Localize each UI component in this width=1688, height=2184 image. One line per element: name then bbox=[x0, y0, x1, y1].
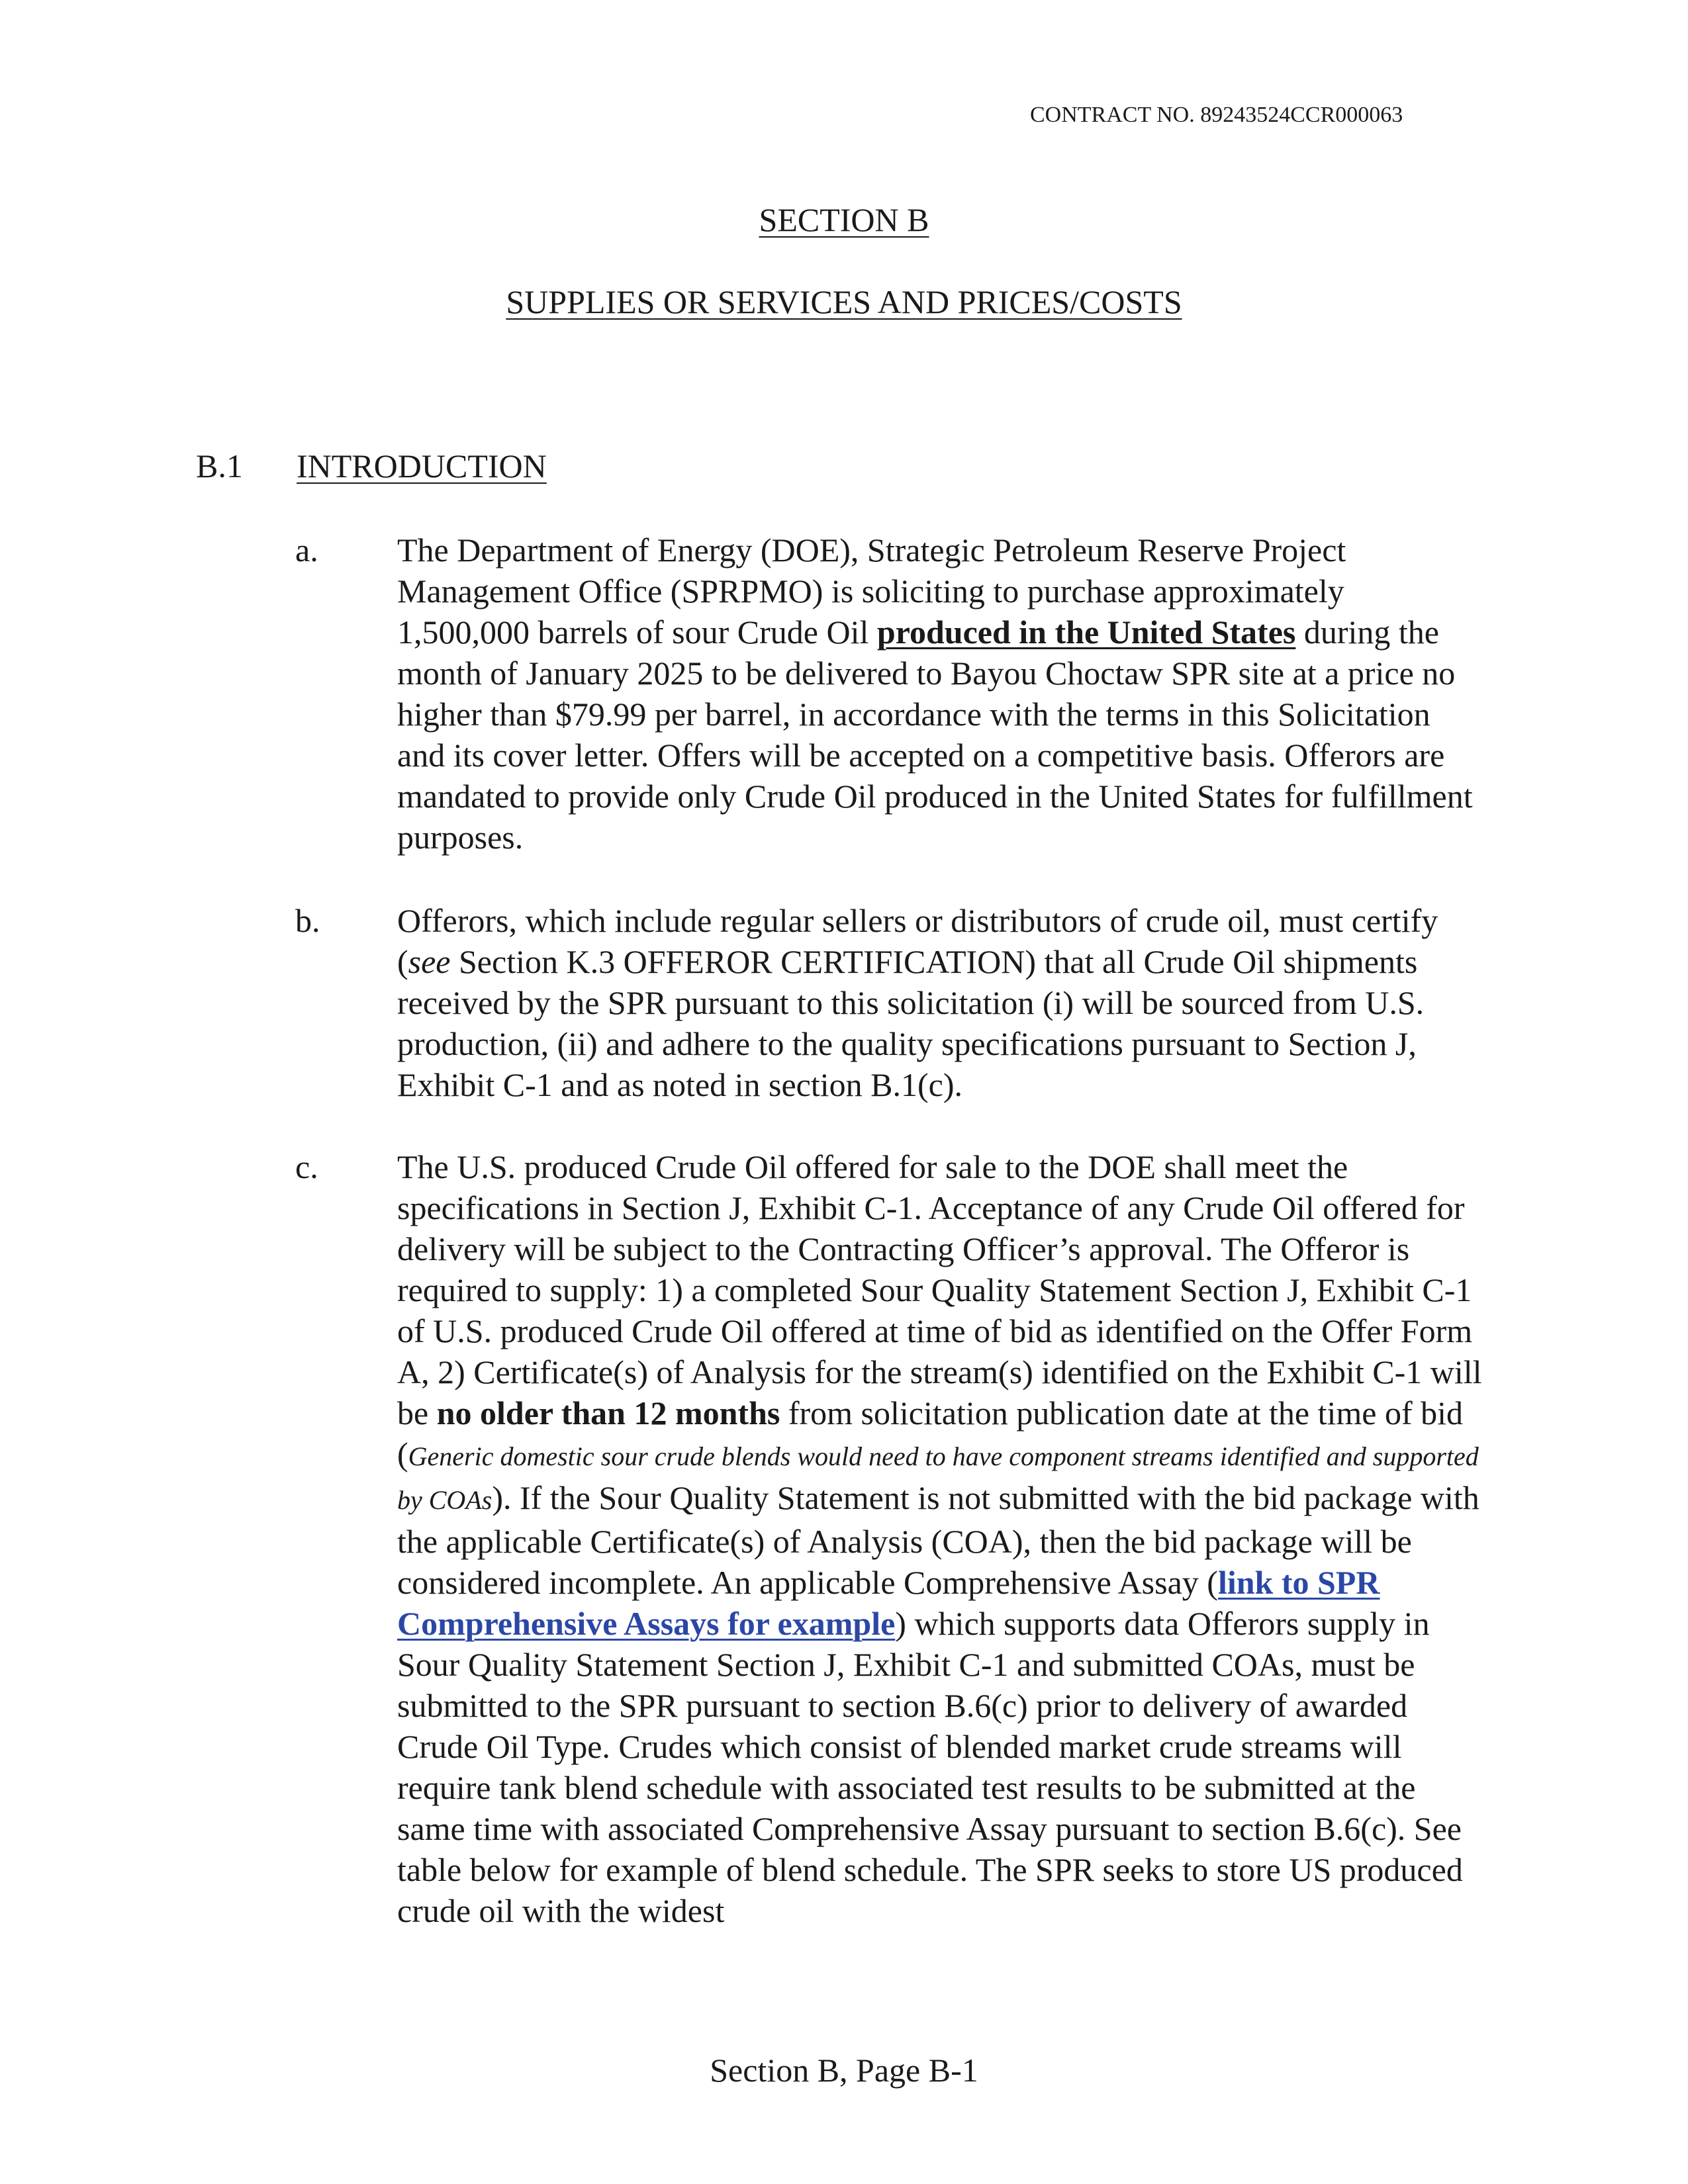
comprehensive-assays-link[interactable]: link to SPR Comprehensive Assays for example bbox=[397, 1564, 1380, 1642]
us-produced-emphasis: produced in the United States bbox=[876, 614, 1296, 651]
paragraph-a-label: a. bbox=[295, 531, 318, 569]
paragraph-c-label: c. bbox=[295, 1148, 318, 1185]
paragraph-b-label: b. bbox=[295, 902, 320, 939]
clause-heading: INTRODUCTION bbox=[297, 447, 547, 484]
generic-blend-note: Generic domestic sour crude blends would need to have component streams identified and supported by COAs bbox=[397, 1441, 1479, 1515]
paragraph-a: The Department of Energy (DOE), Strategic Petroleum Reserve Project Management Office (SPRPMO) is soliciting to purchase approximately 1,500,000 barrels of sour Crude Oil produced in the United States during the month of January 2025 to be delivered to Bayou Choctaw SPR site at a price no higher than $79.99 per barrel, in accordance with the terms in this Solicitation and its cover letter. Offers will be accepted on a competitive basis. Offerors are mandated to provide only Crude Oil produced in the United States for fulfillment purposes. bbox=[397, 531, 1473, 856]
contract-number: CONTRACT NO. 89243524CCR000063 bbox=[1030, 103, 1403, 127]
section-subtitle: SUPPLIES OR SERVICES AND PRICES/COSTS bbox=[506, 283, 1182, 320]
section-title: SECTION B bbox=[759, 201, 929, 238]
paragraph-c: The U.S. produced Crude Oil offered for sale to the DOE shall meet the specifications in Section J, Exhibit C-1. Acceptance of any Crude Oil offered for delivery will be subject to the Contracting Officer’s approval. The Offeror is required to supply: 1) a completed Sour Quality Statement Section J, Exhibit C-1 of U.S. produced Crude Oil offered at time of bid as identified on the Offer Form A, 2) Certificate(s) of Analysis for the stream(s) identified on the Exhibit C-1 will be no older than 12 months from solicitation publication date at the time of bid (Generic domestic sour crude blends would need to have component streams identified and supported by COAs). If the Sour Quality Statement is not submitted with the bid package with the applicable Certificate(s) of Analysis (COA), then the bid package will be considered incomplete. An applicable Comprehensive Assay (link to SPR Comprehensive Assays for example) which supports data Offerors supply in Sour Quality Statement Section J, Exhibit C-1 and submitted COAs, must be submitted to the SPR pursuant to section B.6(c) prior to delivery of awarded Crude Oil Type. Crudes which consist of blended market crude streams will require tank blend schedule with associated test results to be submitted at the same time with associated Comprehensive Assay pursuant to section B.6(c). See table below for example of blend schedule. The SPR seeks to store US produced crude oil with the widest bbox=[397, 1148, 1482, 1929]
age-requirement-emphasis: no older than 12 months bbox=[436, 1394, 780, 1432]
page-footer: Section B, Page B-1 bbox=[710, 2052, 978, 2089]
clause-number: B.1 bbox=[196, 447, 243, 484]
paragraph-b: Offerors, which include regular sellers or distributors of crude oil, must certify (see Section K.3 OFFEROR CERTIFICATION) that all Crude Oil shipments received by the SPR pursuant to this solicitation (i) will be sourced from U.S. production, (ii) and adhere to the quality specifications pursuant to Section J, Exhibit C-1 and as noted in section B.1(c). bbox=[397, 902, 1438, 1103]
